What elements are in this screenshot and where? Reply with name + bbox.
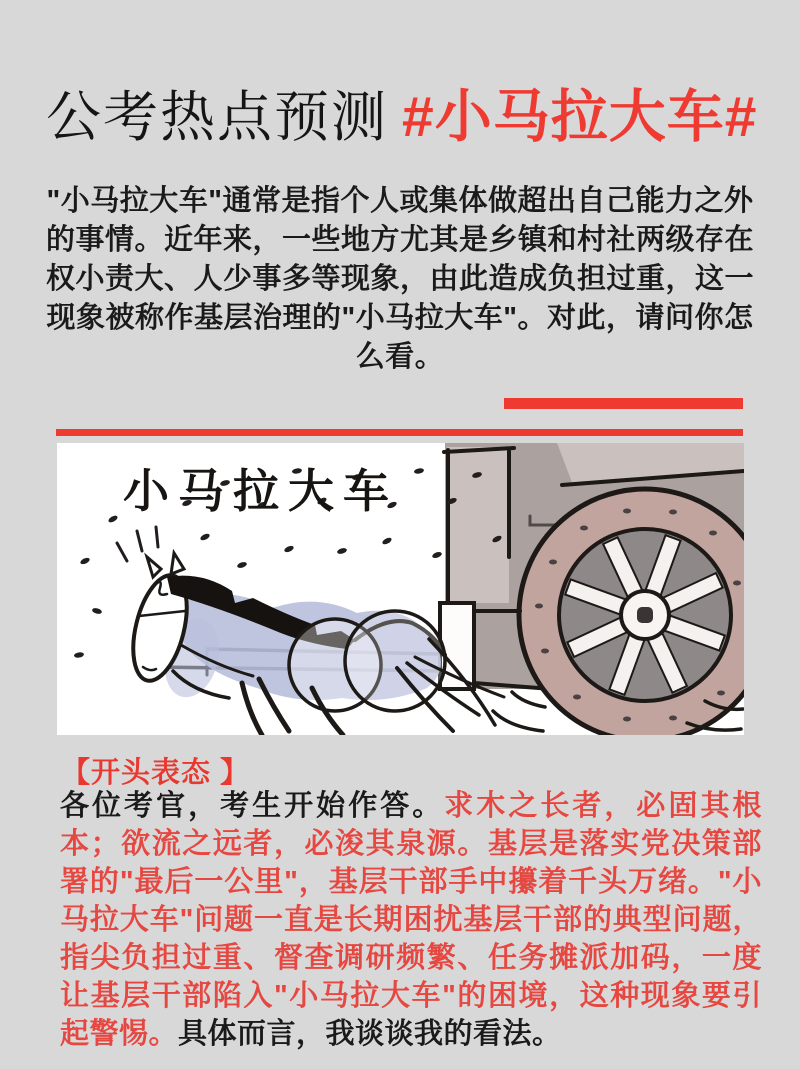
section-heading: 【开头表态 】 (61, 757, 251, 789)
answer-closing: 具体而言，我谈谈我的看法。 (178, 1018, 562, 1050)
red-accent-bar (504, 398, 743, 409)
cartoon-illustration (57, 443, 744, 735)
answer-red-quote: 求木之长者，必固其根本；欲流之远者，必浚其泉源。基层是落实党决策部署的"最后一公里"，基层干部手中攥着千头万绪。"小马拉大车"问题一直是长期困扰基层干部的典型问题，指尖负担过重、督查调研频繁、任务摊派加码，一度让基层干部陷入"小马拉大车"的困境，这种现象要引起警惕。 (60, 790, 762, 1050)
title-topic: 公考热点预测 (46, 86, 389, 149)
red-divider-line (56, 429, 743, 436)
horse-cart-drawing (57, 443, 744, 735)
answer-paragraph (60, 787, 762, 1053)
title-hashtag: #小马拉大车# (402, 85, 758, 150)
illustration-caption: 小马拉大车 (123, 464, 398, 518)
cart-wheel (519, 489, 744, 735)
intro-paragraph: "小马拉大车"通常是指个人或集体做超出自己能力之外的事情。近年来，一些地方尤其是乡镇和村社两级存在权小责大、人少事多等现象，由此造成负担过重，这一现象被称作基层治理的"小马拉大车"。对此，请问你怎么看。 (45, 185, 754, 373)
page-title (46, 85, 758, 150)
answer-opening: 各位考官，考生开始作答。 (60, 790, 445, 822)
